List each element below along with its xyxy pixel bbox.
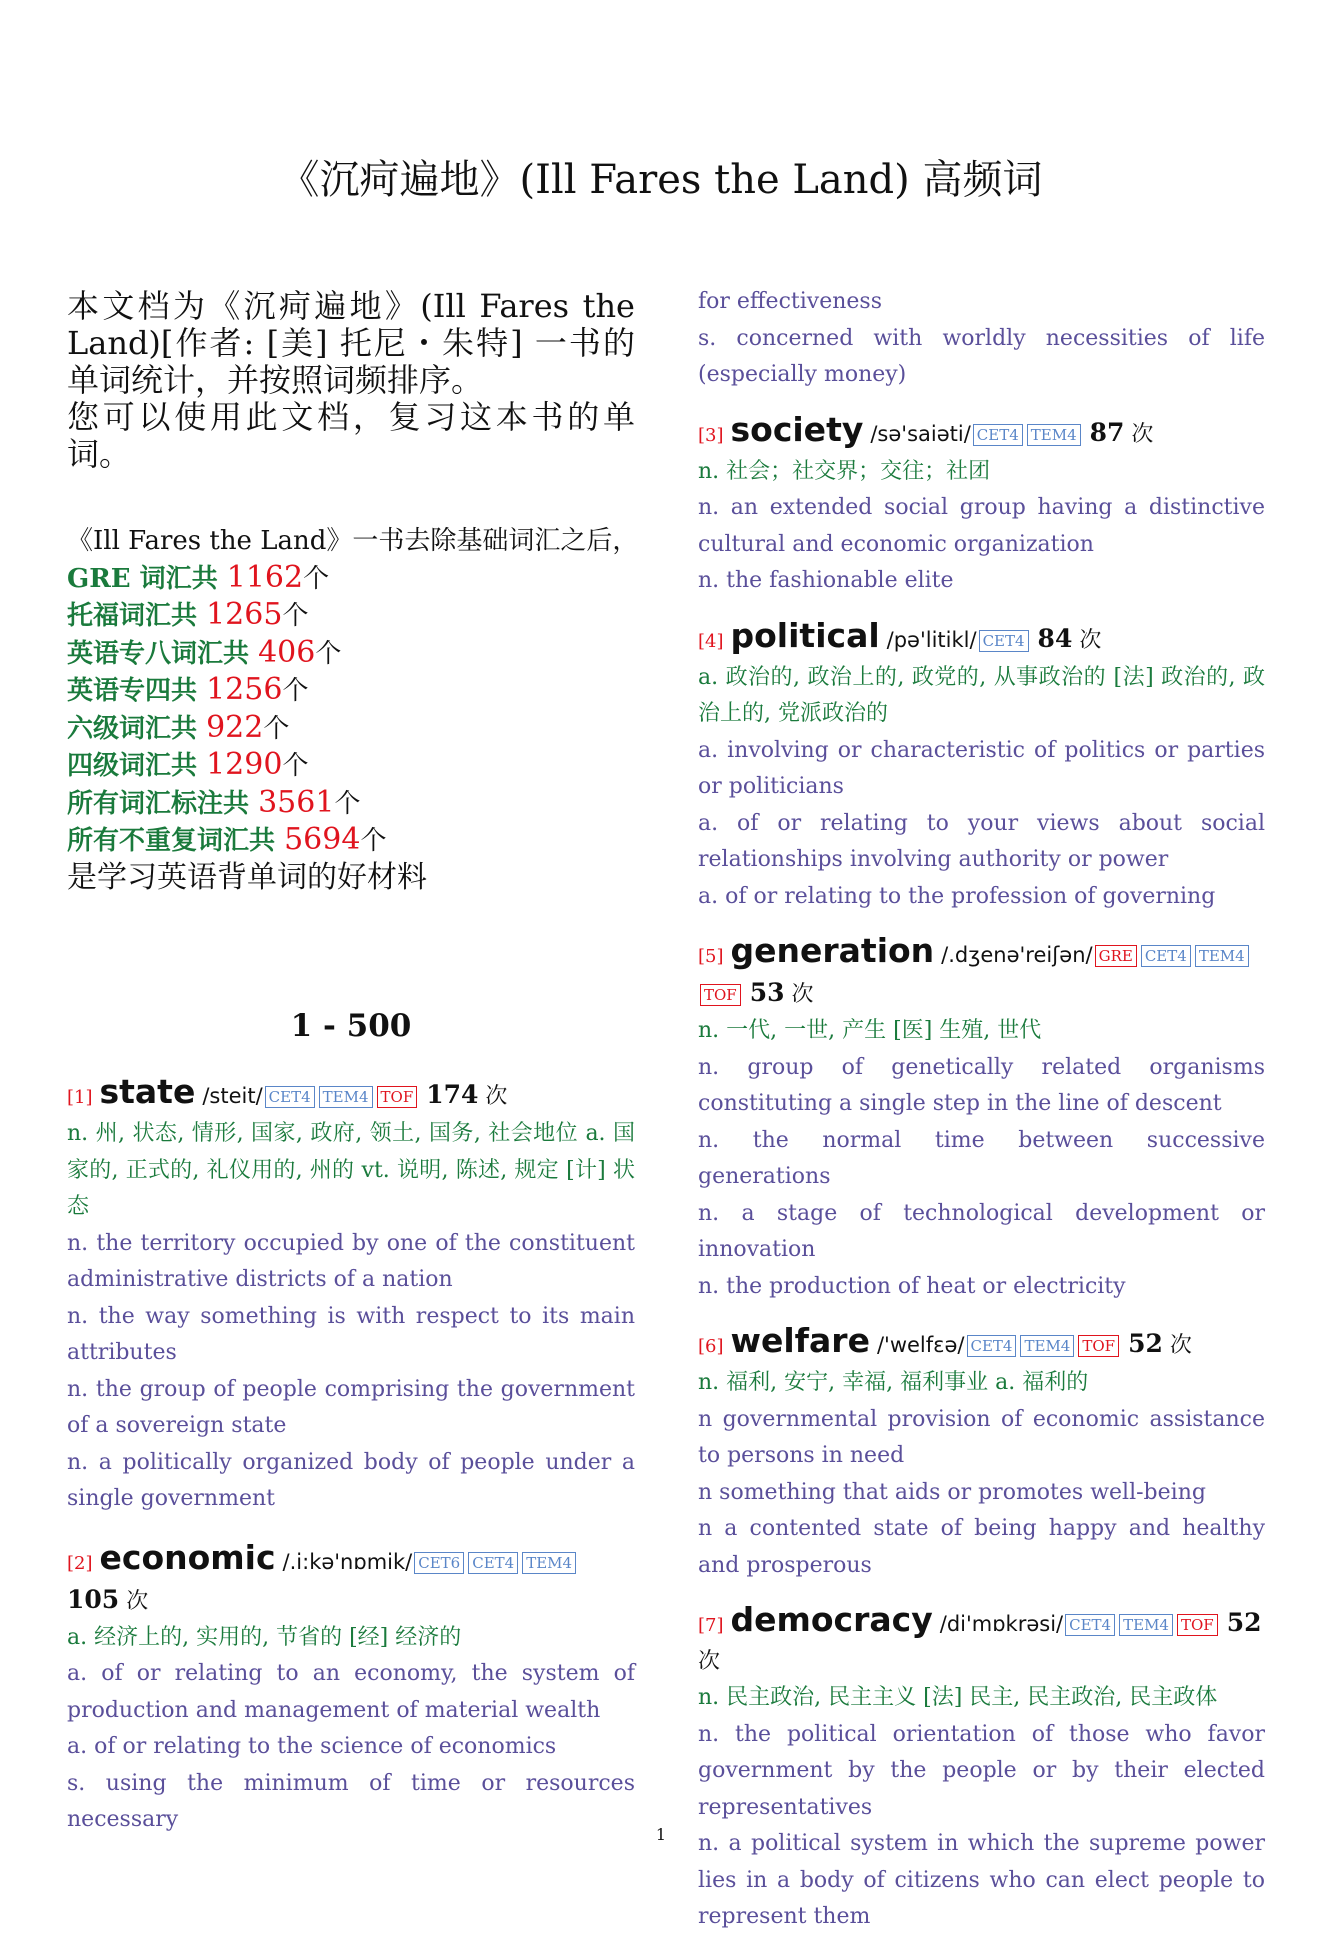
entry-word: political <box>730 615 880 655</box>
entry-frequency-unit: 次 <box>1079 627 1102 653</box>
stats-mid: 共 <box>223 638 259 669</box>
tag-badge: CET4 <box>979 630 1029 652</box>
word-entry <box>67 1537 635 1839</box>
entry-frequency-unit: 次 <box>485 1084 508 1109</box>
entry-english-def: n. the group of people comprising the government of a sovereign state <box>67 1376 635 1438</box>
entry-chinese-def: n. 民主政治, 民主主义 [法] 民主, 民主政治, 民主政体 <box>698 1685 1218 1710</box>
stats-line <box>67 672 635 710</box>
stats-line <box>67 597 635 635</box>
tag-badge: CET4 <box>1141 945 1191 967</box>
entry-english-def: a. of or relating to your views about social relationships involving authority or power <box>698 810 1265 872</box>
stats-count: 3561 <box>258 784 335 820</box>
entry-english-def: a. of or relating to an economy, the system of production and management of material wealth <box>67 1661 635 1723</box>
entry-index: [7] <box>698 1615 724 1636</box>
entry-pronunciation: /.i:kə'nɒmik/ <box>282 1549 413 1574</box>
entry-english-def: n. group of genetically related organisms constituting a single step in the line of descent <box>698 1054 1265 1116</box>
stats-unit: 个 <box>360 826 387 856</box>
stats-label: 英语专四共 <box>67 676 198 706</box>
word-entry <box>698 409 1265 600</box>
entry-english-def: n. a politically organized body of people under a single government <box>67 1449 635 1511</box>
entry-english-def: n. the political orientation of those who favor government by the people or by their elected representatives <box>698 1721 1265 1820</box>
stats-count: 1256 <box>206 672 283 707</box>
word-entry <box>698 1323 1265 1584</box>
entry-frequency-unit: 次 <box>698 1649 721 1674</box>
entry-english-def: s. using the minimum of time or resources necessary <box>67 1770 635 1832</box>
entry-index: [4] <box>698 630 724 652</box>
entry-word: welfare <box>730 1321 870 1360</box>
stats-closing: 是学习英语背单词的好材料 <box>67 859 427 895</box>
entry-frequency: 105 <box>67 1584 120 1614</box>
tag-badge: CET4 <box>265 1086 315 1108</box>
entry-pronunciation: /sə'saiəti/ <box>870 421 971 446</box>
entry-english-def: n. the way something is with respect to its main attributes <box>67 1303 635 1365</box>
stats-unit: 个 <box>282 676 309 706</box>
tag-badge: CET4 <box>468 1552 518 1574</box>
word-entry <box>698 933 1265 1305</box>
entry-pronunciation: /steit/ <box>202 1084 263 1108</box>
stats-lead: 《Ill Fares the Land》一书去除基础词汇之后， <box>67 526 639 556</box>
entry-frequency: 84 <box>1037 623 1073 653</box>
stats-line <box>67 635 635 673</box>
tag-badge: GRE <box>1095 945 1137 967</box>
entry-english-def: n governmental provision of economic assistance to persons in need <box>698 1406 1265 1468</box>
right-column <box>698 288 1265 1954</box>
tag-badge: TOF <box>700 984 741 1006</box>
tag-badge: TEM4 <box>522 1552 576 1574</box>
entry-frequency: 53 <box>749 978 785 1007</box>
entry-chinese-def: n. 一代, 一世, 产生 [医] 生殖, 世代 <box>698 1018 1042 1043</box>
tag-badge: TEM4 <box>1119 1614 1173 1636</box>
stats-mid <box>197 676 206 706</box>
stats-count: 1290 <box>206 747 283 782</box>
entry-index: [5] <box>698 946 724 967</box>
entry-english-def: n. the normal time between successive generations <box>698 1127 1265 1189</box>
tag-badge: TEM4 <box>1195 945 1249 967</box>
stats-count: 1162 <box>226 559 304 595</box>
entry-chinese-def: n. 州, 状态, 情形, 国家, 政府, 领土, 国务, 社会地位 a. 国家的, 正式的, 礼仪用的, 州的 vt. 说明, 陈述, 规定 [计] 状态 <box>67 1121 635 1219</box>
stats-block <box>67 523 639 896</box>
tag-badge: TOF <box>1078 1335 1119 1357</box>
stats-count: 1265 <box>206 597 283 632</box>
stats-mid: 共 <box>171 713 207 744</box>
entry-frequency-unit: 次 <box>791 982 814 1007</box>
entry-index: [2] <box>67 1552 93 1574</box>
tag-badge: CET6 <box>414 1552 464 1574</box>
stats-unit: 个 <box>303 563 330 594</box>
tag-badge: TEM4 <box>1020 1335 1074 1357</box>
stats-line <box>67 822 635 860</box>
entry-head <box>698 1323 1265 1365</box>
entry-word: economic <box>99 1537 276 1577</box>
entry-english-def: a. involving or characteristic of politics or parties or politicians <box>698 737 1265 799</box>
stats-line <box>67 785 635 823</box>
stats-label: 所有不重复词汇 <box>67 826 250 856</box>
entry-chinese-def: n. 社会；社交界；交往；社团 <box>698 458 991 484</box>
stats-unit: 个 <box>334 788 361 819</box>
entry-frequency: 174 <box>426 1080 479 1109</box>
word-entry <box>698 1602 1265 1936</box>
entry-english-def-continued: for effectiveness <box>698 289 882 314</box>
entry-frequency: 87 <box>1089 417 1125 447</box>
entry-frequency: 52 <box>1226 1608 1262 1637</box>
intro-paragraph-1: 本文档为《沉疴遍地》(Ill Fares the Land)[作者: [美] 托尼・朱特] 一书的单词统计，并按照词频排序。 <box>67 287 635 399</box>
entry-head <box>698 409 1265 454</box>
page-title: 《沉疴遍地》(Ill Fares the Land) 高频词 <box>279 157 1043 203</box>
tag-badge: TEM4 <box>1027 424 1081 446</box>
entry-english-def: a. of or relating to the profession of governing <box>698 883 1216 909</box>
intro <box>67 288 635 473</box>
entry-chinese-def: n. 福利, 安宁, 幸福, 福利事业 a. 福利的 <box>698 1370 1089 1395</box>
tag-badge: TEM4 <box>319 1086 373 1108</box>
stats-mid: 共 <box>223 788 259 819</box>
stats-mid: 共 <box>171 601 207 631</box>
entry-english-def: n. a stage of technological development or innovation <box>698 1200 1265 1262</box>
stats-unit: 个 <box>263 713 290 744</box>
entry-index: [3] <box>698 424 724 446</box>
entry-head <box>698 615 1265 660</box>
entry-pronunciation: /di'mɒkrəsi/ <box>939 1612 1064 1636</box>
entry-head <box>698 1602 1265 1680</box>
entry-chinese-def: a. 政治的, 政治上的, 政党的, 从事政治的 [法] 政治的, 政治上的, 党派政治的 <box>698 664 1265 726</box>
entry-english-def: n. the territory occupied by one of the constituent administrative districts of a nation <box>67 1230 635 1292</box>
stats-mid: 共 <box>171 751 207 781</box>
stats-count: 922 <box>206 709 264 745</box>
stats-label: 托福词汇 <box>67 601 172 631</box>
entry-head <box>698 933 1265 1013</box>
entry-english-def: n. a political system in which the supreme power lies in a body of citizens who can elect people to represent them <box>698 1831 1265 1929</box>
entry-pronunciation: /'welfɛə/ <box>876 1333 965 1357</box>
entry-word: state <box>99 1072 196 1111</box>
range-heading: 1 - 500 <box>290 1008 412 1044</box>
entry-head <box>67 1537 635 1620</box>
entry-pronunciation: /pə'litikl/ <box>886 627 977 652</box>
entry-word: generation <box>730 931 935 970</box>
stats-count: 5694 <box>284 822 361 857</box>
entry-index: [1] <box>67 1087 93 1108</box>
stats-count: 406 <box>258 634 316 670</box>
stats-unit: 个 <box>282 751 309 781</box>
stats-mid: 共 <box>249 826 285 856</box>
stats-mid: 共 <box>191 563 227 594</box>
entry-english-def: n. the fashionable elite <box>698 568 954 593</box>
entry-frequency-unit: 次 <box>126 1588 149 1614</box>
word-entry <box>67 1074 635 1518</box>
entry-word: society <box>730 409 864 449</box>
entry-frequency-unit: 次 <box>1131 421 1154 447</box>
entry-chinese-def: a. 经济上的, 实用的, 节省的 [经] 经济的 <box>67 1624 462 1650</box>
entry-english-def: n a contented state of being happy and healthy and prosperous <box>698 1516 1265 1578</box>
tag-badge: CET4 <box>967 1335 1017 1357</box>
entry-frequency: 52 <box>1128 1329 1163 1358</box>
entry-index: [6] <box>698 1336 724 1357</box>
stats-unit: 个 <box>282 601 309 631</box>
entry-frequency-unit: 次 <box>1169 1333 1192 1358</box>
entry-word: democracy <box>730 1600 933 1639</box>
entry-english-def: n. an extended social group having a distinctive cultural and economic organization <box>698 495 1265 557</box>
stats-line <box>67 747 635 785</box>
stats-label: GRE 词汇 <box>67 563 192 594</box>
stats-label: 所有词汇标注 <box>67 788 224 819</box>
entry-english-def: n something that aids or promotes well-being <box>698 1479 1206 1505</box>
stats-label: 六级词汇 <box>67 713 172 744</box>
entry-pronunciation: /.dʒenə'reiʃən/ <box>941 943 1093 967</box>
intro-paragraph-2: 您可以使用此文档，复习这本书的单词。 <box>67 398 635 473</box>
left-column <box>67 287 639 1857</box>
stats-unit: 个 <box>315 638 342 669</box>
entry-english-def: a. of or relating to the science of economics <box>67 1734 557 1759</box>
stats-line <box>67 710 635 748</box>
tag-badge: CET4 <box>973 424 1023 446</box>
word-entry <box>698 615 1265 916</box>
tag-badge: TOF <box>1177 1614 1218 1636</box>
stats-line <box>67 560 635 598</box>
page-number: 1 <box>655 1825 667 1844</box>
entry-head <box>67 1074 635 1116</box>
tag-badge: TOF <box>377 1086 418 1108</box>
tag-badge: CET4 <box>1065 1614 1115 1636</box>
entry-english-def: s. concerned with worldly necessities of life (especially money) <box>698 325 1265 387</box>
stats-label: 英语专八词汇 <box>67 638 224 669</box>
stats-label: 四级词汇 <box>67 751 172 781</box>
entry-english-def: n. the production of heat or electricity <box>698 1273 1126 1299</box>
